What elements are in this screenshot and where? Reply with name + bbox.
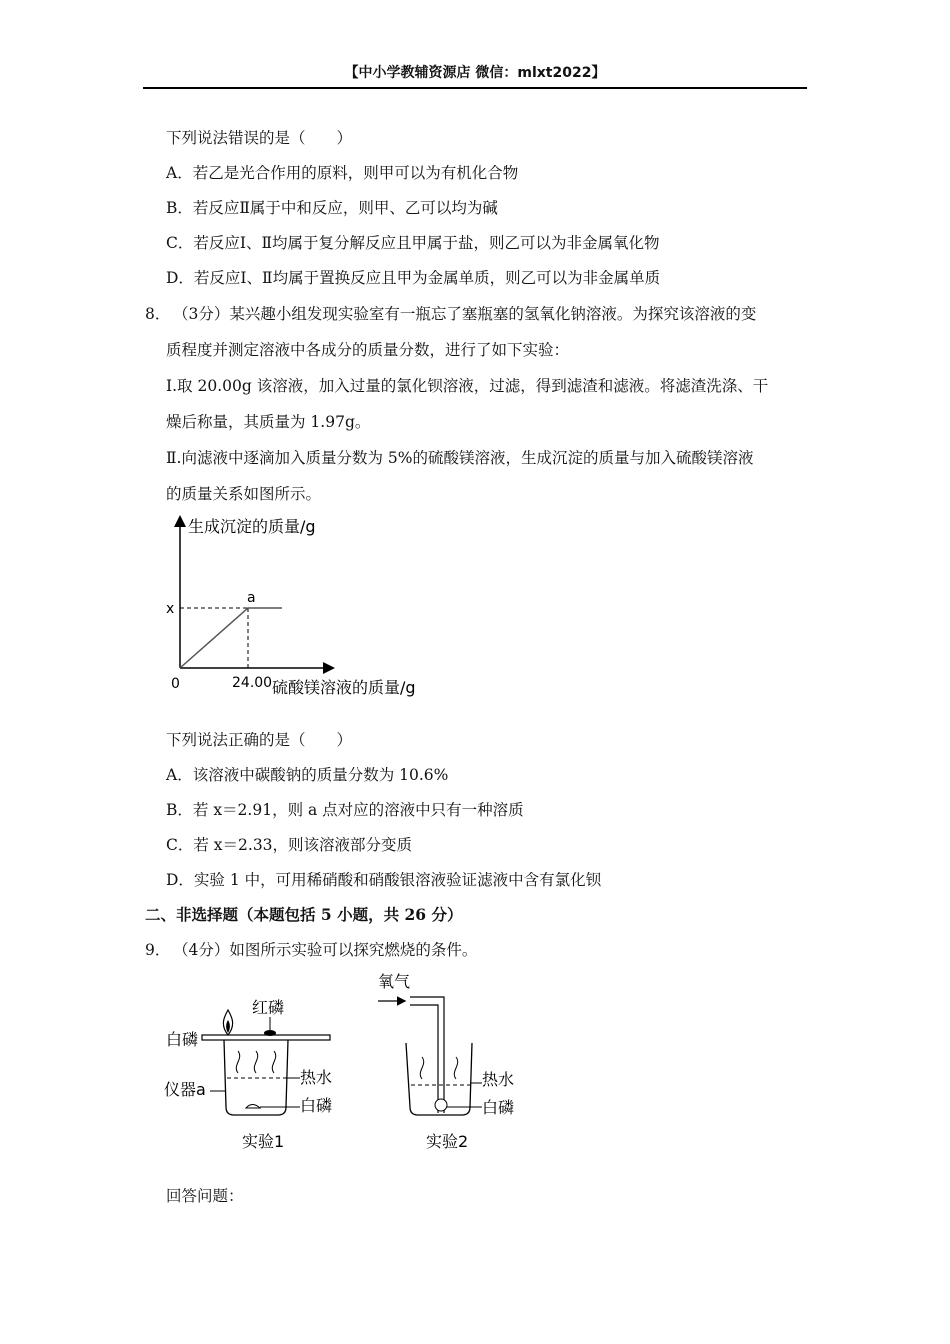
- label-apparatus-a: 仪器a: [164, 1080, 206, 1099]
- header-rule: [143, 87, 807, 89]
- x-axis-label: 硫酸镁溶液的质量/g: [272, 678, 416, 697]
- q7-prompt: 下列说法错误的是（ ）: [166, 129, 353, 147]
- q8-stem-line2: 质程度并测定溶液中各成分的质量分数，进行了如下实验：: [166, 341, 570, 359]
- label-red-phosphorus: 红磷: [252, 998, 285, 1017]
- white-phosphorus-in-water-1: [246, 1105, 260, 1109]
- q8-step2-line2: 的质量关系如图所示。: [166, 485, 322, 503]
- experiment-2: [378, 972, 514, 1151]
- precipitate-series-line: [180, 608, 282, 668]
- caption-experiment-1: 实验1: [242, 1132, 285, 1151]
- section-2-title: 二、非选择题（本题包括 5 小题，共 26 分）: [145, 905, 463, 924]
- label-hot-water-2: 热水: [482, 1070, 515, 1089]
- q7-option-a: A．若乙是光合作用的原料，则甲可以为有机化合物: [166, 164, 519, 182]
- experiment-1: [164, 998, 332, 1151]
- q7-option-d: D．若反应Ⅰ、Ⅱ均属于置换反应且甲为金属单质，则乙可以为非金属单质: [166, 269, 661, 287]
- white-phosphorus-in-water-2: [435, 1099, 447, 1111]
- origin-label: 0: [171, 676, 180, 692]
- q8-option-d: D．实验 1 中，可用稀硝酸和硝酸银溶液验证滤液中含有氯化钡: [166, 871, 602, 889]
- label-hot-water-1: 热水: [300, 1068, 333, 1087]
- caption-experiment-2: 实验2: [426, 1132, 469, 1151]
- q8-step1-line2: 燥后称量，其质量为 1.97g。: [166, 413, 371, 431]
- label-white-phosphorus-top: 白磷: [166, 1030, 199, 1049]
- q8-option-c: C．若 x＝2.33，则该溶液部分变质: [166, 836, 413, 854]
- steam-icon-2: [420, 1057, 457, 1079]
- q8-step1-line1: Ⅰ.取 20.00g 该溶液，加入过量的氯化钡溶液，过滤，得到滤渣和滤液。将滤渣洗涤、干: [166, 377, 769, 395]
- q8-prompt: 下列说法正确的是（ ）: [166, 731, 353, 749]
- label-white-phosphorus-2: 白磷: [482, 1098, 515, 1117]
- x-tick-label: 24.00: [232, 675, 273, 691]
- q9-stem: （4分）如图所示实验可以探究燃烧的条件。: [173, 941, 478, 959]
- q9-answer-prompt: 回答问题：: [166, 1187, 244, 1205]
- q8-option-b: B．若 x＝2.91，则 a 点对应的溶液中只有一种溶质: [166, 801, 524, 819]
- combustion-experiment-figure: [160, 965, 540, 1160]
- precipitate-chart: [160, 510, 440, 702]
- label-white-phosphorus-bottom: 白磷: [300, 1096, 333, 1115]
- red-phosphorus-lump: [264, 1030, 276, 1036]
- glass-tube: [410, 997, 444, 1113]
- y-tick-label: x: [166, 601, 175, 617]
- q8-number: 8．: [145, 305, 171, 323]
- point-a-label: a: [247, 590, 256, 606]
- q7-option-c: C．若反应Ⅰ、Ⅱ均属于复分解反应且甲属于盐，则乙可以为非金属氧化物: [166, 234, 660, 252]
- q8-step2-line1: Ⅱ.向滤液中逐滴加入质量分数为 5%的硫酸镁溶液，生成沉淀的质量与加入硫酸镁溶液: [166, 449, 754, 467]
- y-axis-label: 生成沉淀的质量/g: [188, 517, 316, 536]
- q8-option-a: A．该溶液中碳酸钠的质量分数为 10.6%: [166, 766, 449, 784]
- steam-icon: [236, 1051, 275, 1073]
- q8-stem-line1: （3分）某兴趣小组发现实验室有一瓶忘了塞瓶塞的氢氧化钠溶液。为探究该溶液的变: [173, 305, 757, 323]
- page-header: 【中小学教辅资源店 微信：mlxt2022】: [344, 65, 606, 81]
- copper-plate: [202, 1035, 330, 1040]
- label-oxygen: 氧气: [378, 972, 411, 991]
- q7-option-b: B．若反应Ⅱ属于中和反应，则甲、乙可以均为碱: [166, 199, 498, 217]
- q9-number: 9．: [145, 941, 171, 959]
